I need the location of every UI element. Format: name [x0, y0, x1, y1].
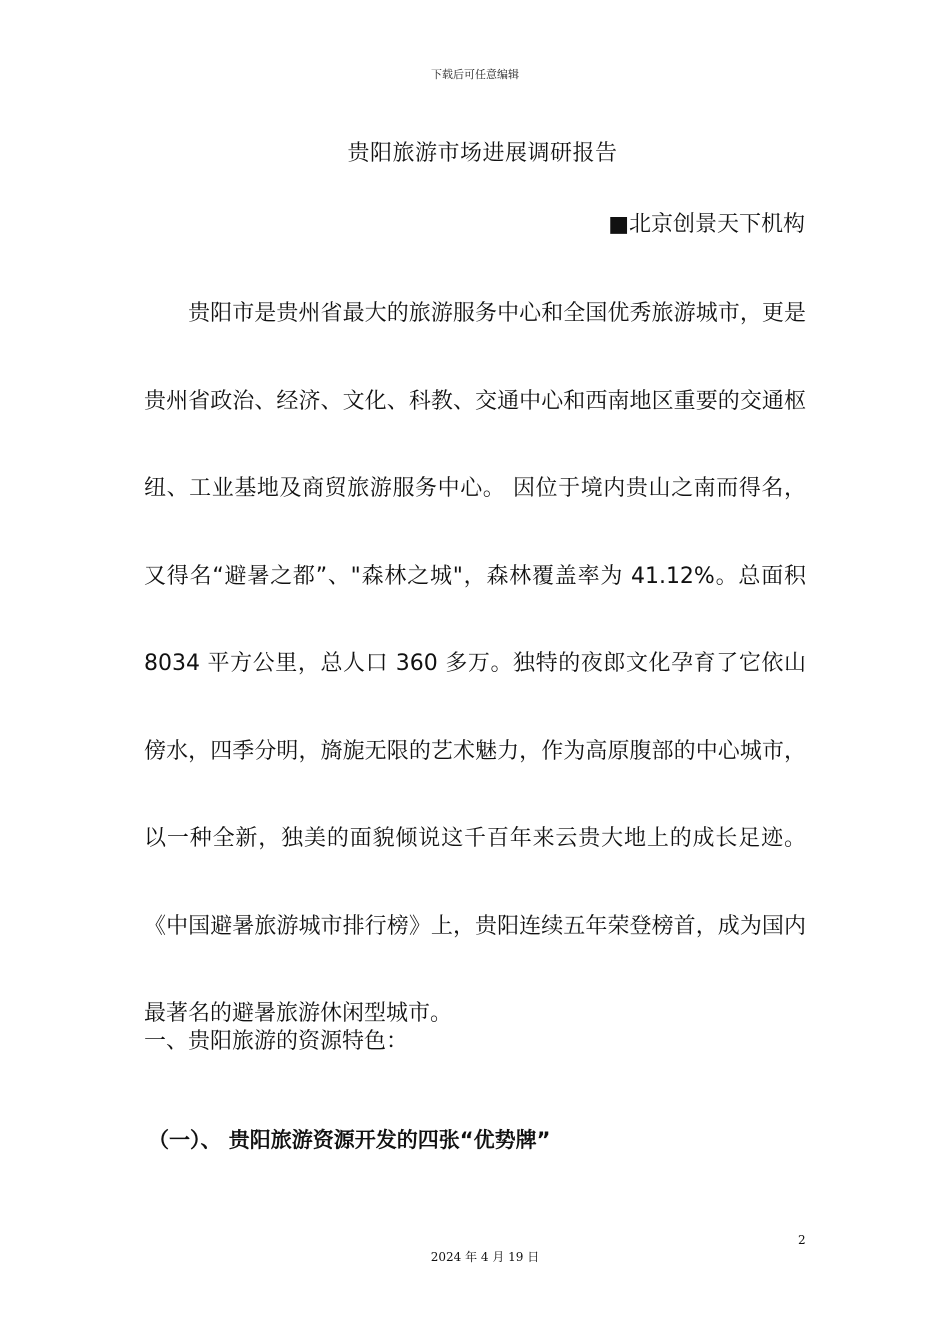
- footer-date: 2024 年 4 月 19 日: [430, 1250, 540, 1264]
- body-paragraph: [144, 270, 806, 1058]
- document-title: 贵阳旅游市场进展调研报告: [347, 141, 618, 166]
- author-line: ■北京创景天下机构: [608, 212, 805, 237]
- body-paragraph-text: 贵阳市是贵州省最大的旅游服务中心和全国优秀旅游城市，更是贵州省政治、经济、文化、科教、交通中心和西南地区重要的交通枢纽、工业基地及商贸旅游服务中心。 因位于境内贵山之南而得名，又得名“避暑之都”、"森林之城"，森林覆盖率为 41.12%。总面积 8034 平方公里，总人口 360 多万。独特的夜郎文化孕育了它依山傍水，四季分明，旖旎无限的艺术魅力，作为高原腹部的中心城市，以一种全新，独美的面貌倾说这千百年来云贵大地上的成长足迹。《中国避暑旅游城市排行榜》上，贵阳连续五年荣登榜首，成为国内最著名的避暑旅游休闲型城市。: [144, 301, 806, 1026]
- page-number: 2: [798, 1233, 806, 1247]
- header-note: 下载后可任意编辑: [431, 68, 519, 81]
- sub-heading: （一）、 贵阳旅游资源开发的四张“优势牌”: [148, 1128, 551, 1152]
- section-heading: 一、贵阳旅游的资源特色：: [144, 1029, 409, 1054]
